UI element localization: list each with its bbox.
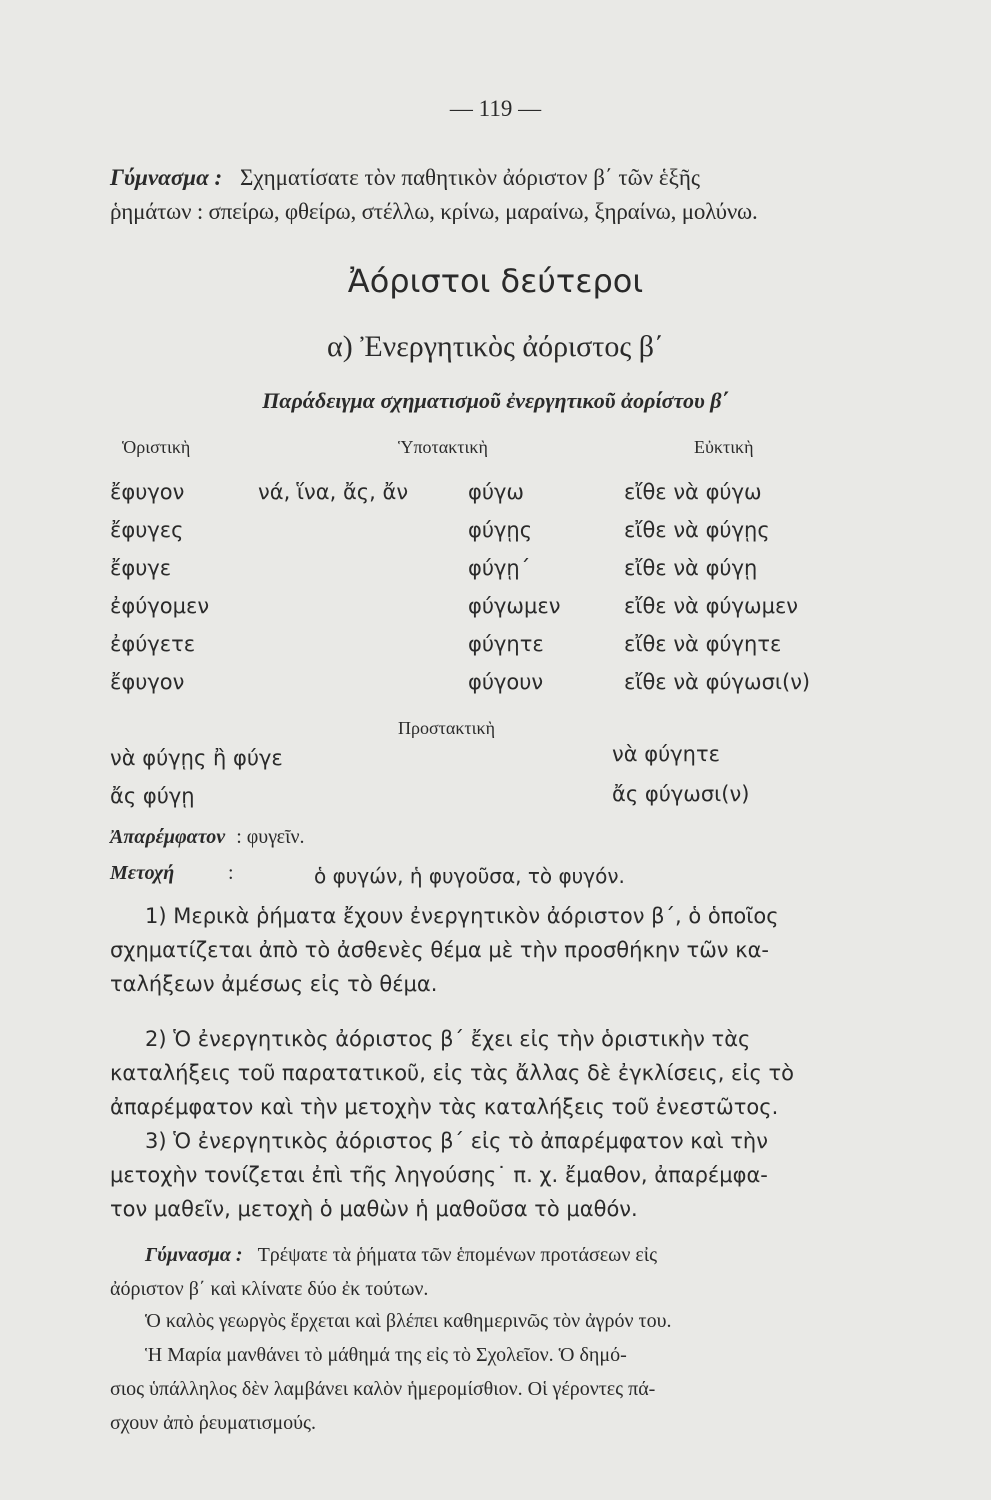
- table-cell-indicative: ἐφύγετε: [110, 632, 196, 656]
- note-line: 3) Ὁ ἐνεργητικὸς ἀόριστος β΄ εἰς τὸ ἀπαρέμφατον καὶ τὴν: [145, 1129, 768, 1153]
- note-line: καταλήξεις τοῦ παρατατικοῦ, εἰς τὰς ἄλλας δὲ ἐγκλίσεις, εἰς τὸ: [110, 1061, 794, 1085]
- exercise2-line5: σιος ὑπάλληλος δὲν λαμβάνει καλὸν ἡμερομίσθιον. Οἱ γέροντες πά-: [110, 1378, 656, 1400]
- exercise2-line6: σχουν ἀπὸ ῥευματισμούς.: [110, 1412, 316, 1434]
- exercise2-text1: Τρέψατε τὰ ῥήματα τῶν ἑπομένων προτάσεων εἰς: [257, 1244, 658, 1266]
- table-cell-optative: εἴθε νὰ φύγῃς: [624, 518, 770, 542]
- table-cell-indicative: ἔφυγες: [110, 518, 184, 542]
- header-optative: Εὐκτικὴ: [694, 437, 754, 457]
- example-heading: Παράδειγμα σχηματισμοῦ ἐνεργητικοῦ ἀορίστου β΄: [262, 388, 729, 413]
- table-cell-subjunctive: φύγω: [468, 480, 525, 504]
- table-cell-indicative: ἔφυγον: [110, 480, 185, 504]
- subjunctive-prefix: νά, ἵνα, ἄς, ἄν: [258, 480, 409, 504]
- table-cell-subjunctive: φύγῃς: [468, 518, 533, 542]
- page-number: — 119 —: [449, 96, 542, 121]
- note-line: σχηματίζεται ἀπὸ τὸ ἀσθενὲς θέμα μὲ τὴν προσθήκην τῶν κα-: [110, 938, 769, 962]
- note-line: ἀπαρέμφατον καὶ τὴν μετοχὴν τὰς καταλήξεις τοῦ ἐνεστῶτος.: [110, 1095, 779, 1119]
- exercise1-text1: Σχηματίσατε τὸν παθητικὸν ἀόριστον β΄ τῶν ἑξῆς: [239, 165, 700, 190]
- imperative-right-2: ἄς φύγωσι(ν): [612, 782, 750, 806]
- exercise2-label: Γύμνασμα :: [145, 1244, 243, 1266]
- note-line: ταλήξεων ἀμέσως εἰς τὸ θέμα.: [110, 972, 438, 996]
- note-line: τον μαθεῖν, μετοχὴ ὁ μαθὼν ἡ μαθοῦσα τὸ μαθόν.: [110, 1197, 638, 1221]
- infinitive-label: Ἀπαρέμφατον: [110, 826, 226, 848]
- table-cell-optative: εἴθε νὰ φύγω: [624, 480, 762, 504]
- infinitive-line: [110, 826, 305, 849]
- exercise2-line4: Ἡ Μαρία μανθάνει τὸ μάθημά της εἰς τὸ Σχολεῖον. Ὁ δημό-: [145, 1344, 627, 1366]
- exercise2-line3: Ὁ καλὸς γεωργὸς ἔρχεται καὶ βλέπει καθημερινῶς τὸν ἀγρόν του.: [145, 1310, 672, 1332]
- imperative-left-1: νὰ φύγῃς ἢ φύγε: [110, 746, 283, 770]
- note-line: 2) Ὁ ἐνεργητικὸς ἀόριστος β΄ ἔχει εἰς τὴν ὁριστικὴν τὰς: [145, 1027, 751, 1051]
- exercise1-line1: [110, 165, 700, 191]
- exercise2-line1: [145, 1244, 657, 1267]
- exercise1-label: Γύμνασμα :: [110, 165, 223, 190]
- exercise2-line2: ἀόριστον β΄ καὶ κλίνατε δύο ἐκ τούτων.: [110, 1278, 429, 1300]
- table-cell-subjunctive: φύγουν: [468, 670, 544, 694]
- table-cell-optative: εἴθε νὰ φύγωσι(ν): [624, 670, 811, 694]
- note-line: 1) Μερικὰ ῥήματα ἔχουν ἐνεργητικὸν ἀόριστον β΄, ὁ ὁποῖος: [145, 904, 779, 928]
- imperative-right-1: νὰ φύγητε: [612, 742, 720, 766]
- table-cell-indicative: ἐφύγομεν: [110, 594, 210, 618]
- table-cell-subjunctive: φύγῃ΄: [468, 556, 531, 580]
- participle-label: Μετοχή: [110, 862, 175, 884]
- table-cell-subjunctive: φύγητε: [468, 632, 544, 656]
- infinitive-value: : φυγεῖν.: [236, 826, 305, 848]
- section-title: Ἀόριστοι δεύτεροι: [347, 262, 644, 300]
- header-indicative: Ὁριστικὴ: [122, 437, 191, 457]
- participle-value: ὁ φυγών, ἡ φυγοῦσα, τὸ φυγόν.: [314, 864, 625, 888]
- table-cell-optative: εἴθε νὰ φύγητε: [624, 632, 782, 656]
- table-cell-subjunctive: φύγωμεν: [468, 594, 561, 618]
- exercise1-line2: ῥημάτων : σπείρω, φθείρω, στέλλω, κρίνω, μαραίνω, ξηραίνω, μολύνω.: [110, 199, 758, 224]
- header-subjunctive: Ὑποτακτικὴ: [398, 437, 488, 457]
- section-subtitle: α) Ἐνεργητικὸς ἀόριστος β΄: [327, 330, 664, 363]
- table-cell-optative: εἴθε νὰ φύγωμεν: [624, 594, 799, 618]
- table-cell-indicative: ἔφυγον: [110, 670, 185, 694]
- imperative-left-2: ἄς φύγῃ: [110, 784, 195, 808]
- table-cell-indicative: ἔφυγε: [110, 556, 172, 580]
- table-cell-optative: εἴθε νὰ φύγῃ: [624, 556, 758, 580]
- imperative-heading: Προστακτικὴ: [398, 718, 495, 738]
- note-line: μετοχὴν τονίζεται ἐπὶ τῆς ληγούσης˙ π. χ. ἔμαθον, ἀπαρέμφα-: [110, 1163, 768, 1187]
- participle-colon: :: [228, 862, 234, 884]
